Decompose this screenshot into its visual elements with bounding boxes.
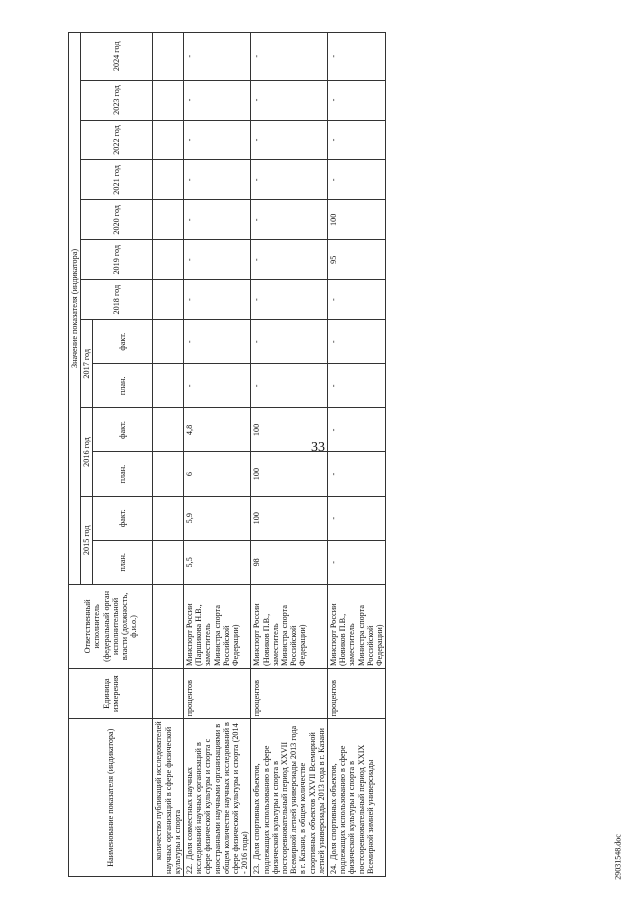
value-cell [153, 33, 184, 81]
indicator-table-sheet [68, 32, 640, 877]
value-cell: - [184, 280, 251, 320]
value-cell [153, 280, 184, 320]
value-cell [153, 408, 184, 452]
value-cell: 100 [328, 200, 386, 240]
value-cell: - [184, 364, 251, 408]
value-cell: 100 [251, 408, 328, 452]
responsible-cell [153, 584, 184, 668]
value-cell: 5,5 [184, 540, 251, 584]
value-cell: - [251, 160, 328, 200]
value-cell: - [184, 120, 251, 160]
value-cell: - [184, 240, 251, 280]
indicator-name-cell [184, 719, 251, 877]
value-cell [153, 120, 184, 160]
indicator-name-cell [251, 719, 328, 877]
unit-cell: процентов [328, 668, 386, 718]
value-cell: - [328, 540, 386, 584]
table-body [153, 33, 386, 877]
value-cell: - [328, 364, 386, 408]
value-cell [153, 160, 184, 200]
value-cell: - [184, 200, 251, 240]
value-cell: 6 [184, 452, 251, 496]
value-cell [153, 364, 184, 408]
indicator-name: Доля спортивных объектов, подлежащих использованию в сфере физической культуры и спорта в постсоревновательный период XXIX Всемирной зимней универсиады [329, 744, 375, 874]
row-index: 22. [185, 863, 195, 874]
value-cell: - [328, 320, 386, 364]
header-2017: 2017 год [81, 320, 93, 408]
table-row [184, 33, 251, 877]
header-2016-fact: факт. [93, 408, 153, 452]
responsible-cell: Минспорт России (Новиков П.В., заместитель Министра спорта Российской Федерации) [328, 584, 386, 668]
unit-cell: процентов [184, 668, 251, 718]
header-2017-fact: факт. [93, 320, 153, 364]
value-cell: - [328, 408, 386, 452]
value-cell: 100 [251, 452, 328, 496]
indicator-name: количество публикаций исследователей научных организаций в сфере физической культуры и спорта [154, 721, 182, 874]
value-cell [153, 320, 184, 364]
document-id-text: 29031548.doc [613, 834, 622, 880]
value-cell [153, 540, 184, 584]
header-2015-fact: факт. [93, 496, 153, 540]
header-name: Наименование показателя (индикатора) [69, 719, 153, 877]
indicator-name: Доля спортивных объектов, подлежащих использованию в сфере физической культуры и спорта в постсоревновательный период XXVII Всемирной летней универсиады 2013 года в г. Казани, в общем количестве спортивных объектов XXVII Всемирной летней универсиады 2013 года в г. Казани [252, 725, 326, 874]
value-cell: 100 [251, 496, 328, 540]
value-cell: - [184, 160, 251, 200]
header-value-group: Значение показателя (индикатора) [69, 33, 81, 585]
header-2018: 2018 год [81, 280, 153, 320]
value-cell: - [328, 33, 386, 81]
header-unit: Единица измерения [69, 668, 153, 718]
value-cell [153, 452, 184, 496]
table-row [153, 33, 184, 877]
header-2022: 2022 год [81, 120, 153, 160]
value-cell: - [251, 320, 328, 364]
header-responsible: Ответственный исполнитель (федеральный орган исполнительной власти (должность, ф.и.о.) [69, 584, 153, 668]
value-cell: - [184, 320, 251, 364]
row-index: 23. [252, 863, 262, 874]
table-row [251, 33, 328, 877]
unit-cell [153, 668, 184, 718]
value-cell [153, 200, 184, 240]
value-cell: - [251, 280, 328, 320]
header-2017-plan: план. [93, 364, 153, 408]
value-cell: - [328, 280, 386, 320]
indicator-table [68, 32, 386, 877]
value-cell [153, 80, 184, 120]
header-2019: 2019 год [81, 240, 153, 280]
value-cell: - [184, 33, 251, 81]
value-cell: 98 [251, 540, 328, 584]
header-2016: 2016 год [81, 408, 93, 496]
value-cell [153, 240, 184, 280]
responsible-cell: Минспорт России (Новиков П.В., заместитель Министра спорта Российской Федерации) [251, 584, 328, 668]
value-cell: 4,8 [184, 408, 251, 452]
value-cell: - [184, 80, 251, 120]
header-2024: 2024 год [81, 33, 153, 81]
value-cell: - [328, 496, 386, 540]
header-2020: 2020 год [81, 200, 153, 240]
value-cell: 95 [328, 240, 386, 280]
value-cell: - [328, 160, 386, 200]
indicator-name-cell [153, 719, 184, 877]
value-cell: - [251, 80, 328, 120]
value-cell: - [251, 33, 328, 81]
indicator-name-cell [328, 719, 386, 877]
responsible-cell: Минспорт России (Паршикова Н.В., заместитель Министра спорта Российской Федерации) [184, 584, 251, 668]
value-cell: - [251, 240, 328, 280]
header-2016-plan: план. [93, 452, 153, 496]
page-number: 33 [311, 440, 325, 455]
header-2015: 2015 год [81, 496, 93, 584]
value-cell [153, 496, 184, 540]
row-index: 24. [329, 863, 339, 874]
value-cell: - [328, 120, 386, 160]
value-cell: - [328, 80, 386, 120]
header-2015-plan: план. [93, 540, 153, 584]
header-2021: 2021 год [81, 160, 153, 200]
value-cell: - [251, 200, 328, 240]
indicator-name: Доля совместных научных исследований научных организаций в сфере физической культуры и спорта с иностранными научными организациями в общем количестве научных исследований в сфере физической культуры и спорта (2014 - 2016 годы) [185, 722, 250, 874]
table-row [328, 33, 386, 877]
unit-cell: процентов [251, 668, 328, 718]
value-cell: - [251, 364, 328, 408]
value-cell: 5,9 [184, 496, 251, 540]
value-cell: - [328, 452, 386, 496]
header-2023: 2023 год [81, 80, 153, 120]
value-cell: - [251, 120, 328, 160]
